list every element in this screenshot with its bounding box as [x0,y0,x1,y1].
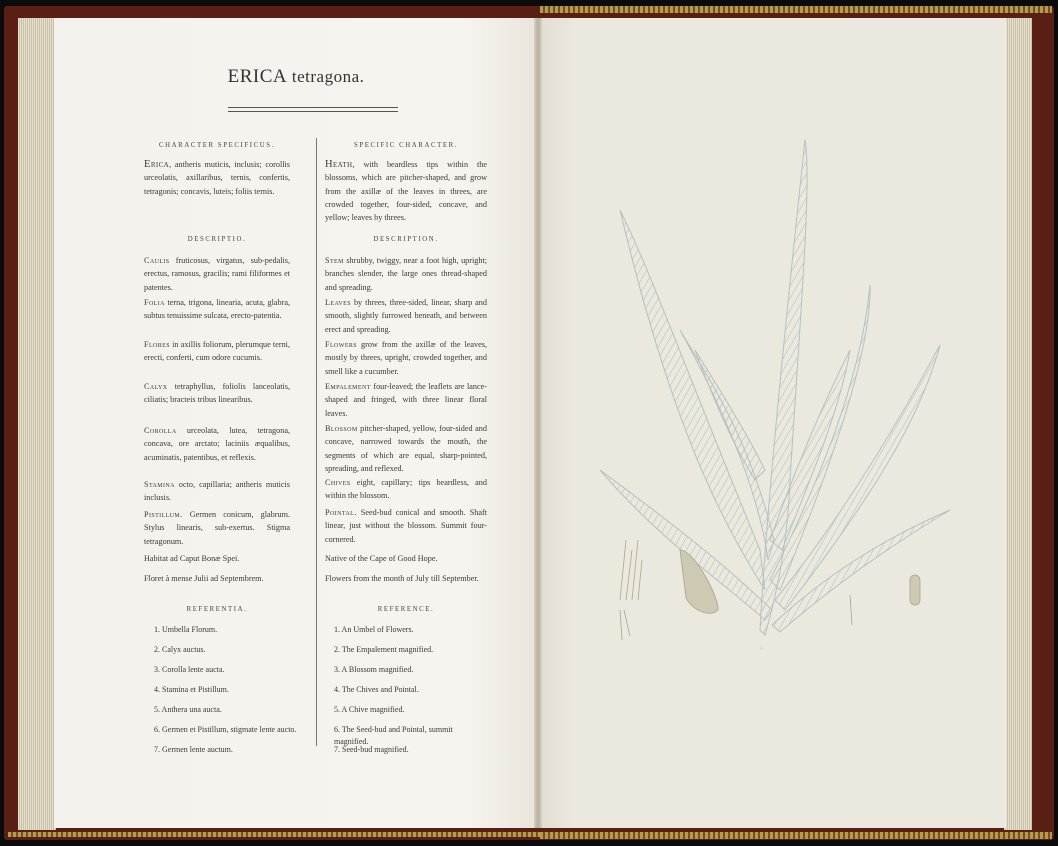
desc-lead: Pointal. [325,508,357,517]
ref-english-item: 1. An Umbel of Flowers. [334,625,414,634]
desc-lead: Caulis [144,256,170,265]
heath-sprig [600,140,950,635]
page-edges-right [1004,18,1032,830]
ref-latin-item: 6. Germen et Pistillum, stigmate lente aucto. [154,725,297,734]
character-latin-lead: Erica [144,159,170,170]
desc-text: octo, capillaria; antheris muticis inclusis. [144,480,290,503]
heading-description-english: DESCRIPTION. [373,236,439,243]
heading-character-english: SPECIFIC CHARACTER. [353,142,459,149]
ref-english-item: 3. A Blossom magnified. [334,665,414,674]
ref-latin-item: 4. Stamina et Pistillum. [154,685,229,694]
desc-text: four-leaved; the leaflets are lance-shaped and fringed, with three linear floral leaves. [325,382,487,418]
desc-lead: Calyx [144,382,168,391]
desc-text: Flowers from the month of July till September. [325,574,479,583]
desc-text: Floret à mense Julii ad Septembrem. [144,574,264,583]
gilt-border-top [540,6,1052,13]
desc-lead: Blossom [325,424,358,433]
title-species: tetragona. [287,67,365,86]
desc-lead: Folia [144,298,165,307]
desc-english-native [325,552,487,565]
character-latin-text: , antheris muticis, inclusis; corollis urceolatis, axillaribus, ternis, confertis, tetragonis; concavis, luteis; foliis ternis. [144,160,290,196]
ref-english-item: 7. Seed-bud magnified. [334,745,409,754]
erica-plate-illustration [560,120,980,680]
desc-latin-stamina [144,478,290,505]
desc-latin-flores [144,338,290,365]
desc-lead: Empalement [325,382,371,391]
desc-text: shrubby, twiggy, near a foot high, upright; branches slender, the large ones thread-shaped and spreading. [325,256,487,292]
ref-latin-item: 2. Calyx auctus. [154,645,206,654]
title-rule [228,107,398,112]
desc-latin-floret [144,572,290,585]
desc-lead: Corolla [144,426,177,435]
book-gutter [534,18,542,828]
column-divider [316,138,317,746]
ref-english-item: 2. The Empalement magnified. [334,645,434,654]
desc-text: Native of the Cape of Good Hope. [325,554,438,563]
ref-english-item: 4. The Chives and Pointal. [334,685,419,694]
character-english-text: , with beardless tips within the blossoms, which are pitcher-shaped, and grow from the axillæ of the leaves in threes, are crowded together, four-sided, concave, and yellow; leaves by threes. [325,160,487,223]
page-title [54,66,538,88]
desc-lead: Chives [325,478,351,487]
desc-text: pitcher-shaped, yellow, four-sided and concave, narrowed towards the mouth, the segments of which are equal, sharp-pointed, spreading, and reflexed. [325,424,487,473]
gilt-border-bottom [540,832,1052,839]
desc-english-flowering [325,572,487,585]
desc-latin-habitat [144,552,290,565]
desc-text: fruticosus, virgatus, sub-pedalis, erectus, ramosus, gracilis; rami filiformes et patentes. [144,256,290,292]
desc-lead: Stem [325,256,344,265]
desc-text: eight, capillary; tips beardless, and within the blossom. [325,478,487,501]
desc-english-pointal [325,506,487,546]
desc-text: terna, trigona, linearia, acuta, glabra, subtus tenuissime sulcata, erecto-patentia. [144,298,290,321]
desc-text: grow from the axillæ of the leaves, mostly by threes, upright, crowded together, and smell like a cucumber. [325,340,487,376]
desc-english-flowers [325,338,487,378]
title-genus: ERICA [227,66,288,87]
desc-english-leaves [325,296,487,336]
desc-lead: Leaves [325,298,351,307]
desc-text: tetraphyllus, foliolis lanceolatis, ciliatis; bracteis tribus linearibus. [144,382,290,405]
desc-text: by threes, three-sided, linear, sharp and smooth, slightly furrowed beneath, and between erect and spreading. [325,298,487,334]
ref-latin-item: 3. Corolla lente aucta. [154,665,225,674]
desc-english-blossom [325,422,487,475]
desc-english-empalement [325,380,487,420]
desc-text: in axillis foliorum, plerumque terni, erecti, conferti, cum odore cucumis. [144,340,290,363]
desc-english-stem [325,254,487,294]
desc-text: Germen conicum, glabrum. Stylus linearis, sub-exertus. Stigma tetragonum. [144,510,290,546]
desc-latin-folia [144,296,290,323]
desc-latin-caulis [144,254,290,294]
heading-reference-latin: REFERENTIA. [186,606,248,613]
desc-text: Habitat ad Caput Bonæ Spei. [144,554,240,563]
plate-engraver-mark: ≈ [760,647,763,652]
character-english-lead: Heath [325,159,353,170]
desc-text: Seed-bud conical and smooth. Shaft linear, just without the blossom. Summit four-cornered. [325,508,487,544]
page-edges-left [18,18,56,830]
desc-english-chives [325,476,487,503]
desc-latin-calyx [144,380,290,407]
desc-lead: Stamina [144,480,175,489]
desc-lead: Flowers [325,340,358,349]
desc-latin-corolla [144,424,290,464]
ref-latin-item: 1. Umbella Florum. [154,625,218,634]
character-english [325,158,487,224]
heading-character-latin: CHARACTER SPECIFICUS. [159,142,275,149]
desc-text: urceolata, lutea, tetragona, concava, ore arctato; laciniis æqualibus, acuminatis, patentibus, et reflexis. [144,426,290,462]
character-latin [144,158,290,198]
heading-reference-english: REFERENCE. [377,606,435,613]
ref-latin-item: 5. Anthera una aucta. [154,705,222,714]
heading-description-latin: DESCRIPTIO. [187,236,247,243]
desc-lead: Pistillum. [144,510,183,519]
gilt-border-bottom-left [8,832,540,837]
desc-lead: Flores [144,340,170,349]
desc-latin-pistillum [144,508,290,548]
ref-latin-item: 7. Germen lente auctum. [154,745,233,754]
ref-english-item: 5. A Chive magnified. [334,705,405,714]
ref-english-item: 6. The Seed-bud and Pointal, summit magnified. [334,725,453,746]
